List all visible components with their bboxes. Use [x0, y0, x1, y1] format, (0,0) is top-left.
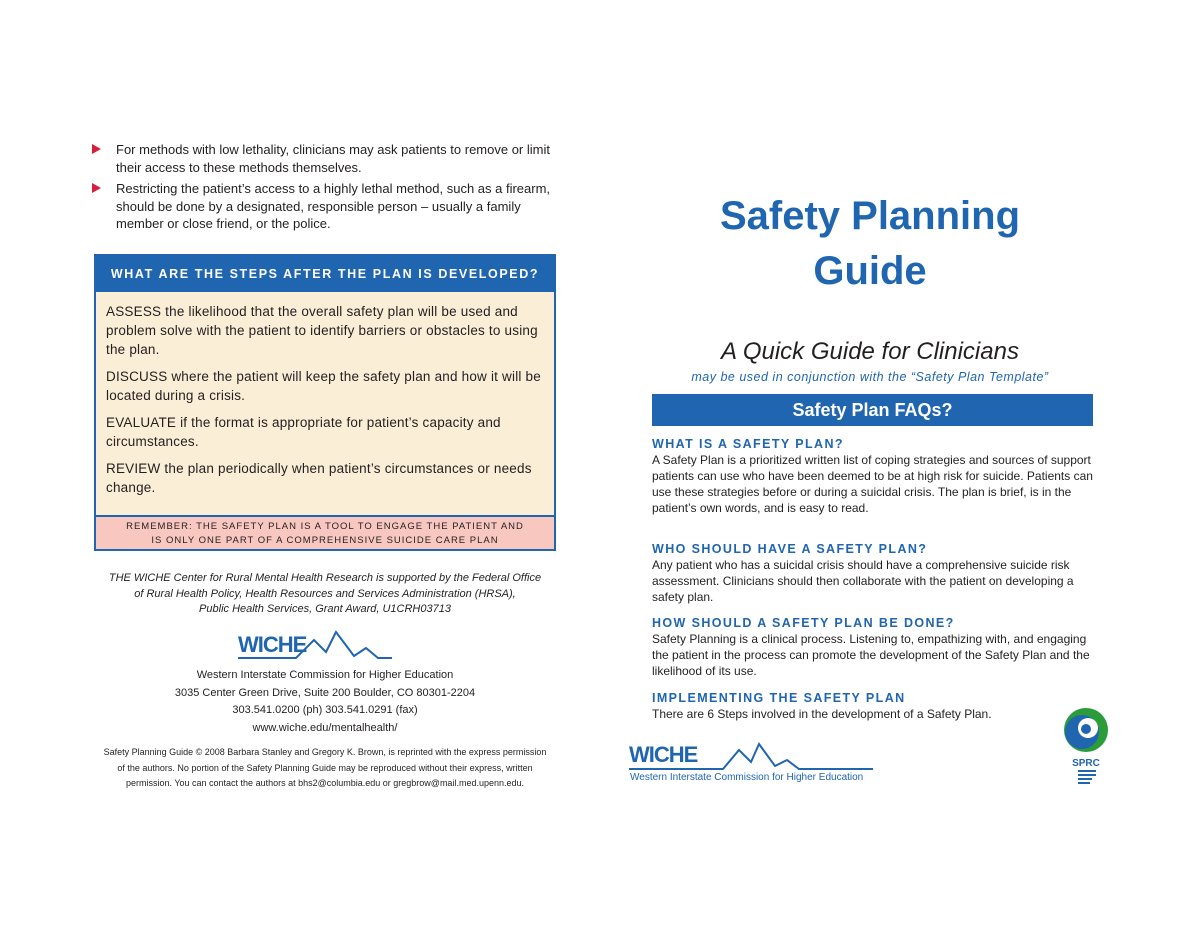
- svg-text:SPRC: SPRC: [1072, 758, 1100, 769]
- faq-section: [652, 436, 1097, 516]
- svg-text:WICHE: WICHE: [629, 742, 698, 767]
- title-line: Safety Planning: [719, 194, 1021, 238]
- bullet-text: For methods with low lethality, clinicians may ask patients to remove or limit their access to these methods themselves.: [116, 142, 550, 175]
- faq-answer: There are 6 Steps involved in the development of a Safety Plan.: [652, 707, 992, 721]
- faq-question: HOW SHOULD A SAFETY PLAN BE DONE?: [652, 616, 955, 630]
- sprc-swirl-icon: [1056, 704, 1116, 790]
- funding-statement: [70, 571, 580, 618]
- title-line: Guide: [813, 249, 927, 293]
- copyright-notice: [55, 745, 595, 792]
- wiche-logo-right: [627, 740, 877, 788]
- address-line: 303.541.0200 (ph) 303.541.0291 (fax): [232, 704, 418, 716]
- bullet-text: Restricting the patient’s access to a highly lethal method, such as a firearm, should be done by a designated, responsible person – usually a family member or close friend, or the police.: [116, 181, 551, 231]
- bullet-item: [90, 141, 560, 176]
- faq-section: [652, 541, 1097, 605]
- remember-line: REMEMBER: THE SAFETY PLAN IS A TOOL TO ENGAGE THE PATIENT AND: [126, 521, 524, 532]
- faq-answer: Safety Planning is a clinical process. Listening to, empathizing with, and engaging the patient in the process can promote the development of the Safety Plan and the likelihood of its use.: [652, 632, 1090, 678]
- steps-heading: WHAT ARE THE STEPS AFTER THE PLAN IS DEVELOPED?: [96, 256, 554, 292]
- faq-question: IMPLEMENTING THE SAFETY PLAN: [652, 691, 906, 705]
- wiche-address: [70, 667, 580, 737]
- lethal-means-bullets: [90, 141, 560, 237]
- step-review: REVIEW the plan periodically when patient’s circumstances or needs change.: [106, 461, 532, 495]
- faq-answer: Any patient who has a suicidal crisis should have a comprehensive suicide risk assessment. Clinicians should then collaborate with the patient on developing a safety plan.: [652, 558, 1074, 604]
- subtitle: A Quick Guide for Clinicians: [721, 338, 1019, 365]
- address-line: 3035 Center Green Drive, Suite 200 Boulder, CO 80301-2204: [174, 686, 476, 699]
- wiche-logo: [236, 626, 396, 668]
- copyright-line: permission. You can contact the authors at bhs2@columbia.edu or gregbrow@mail.med.upenn.edu.: [125, 778, 524, 788]
- faq-question: WHAT IS A SAFETY PLAN?: [652, 437, 844, 451]
- remember-note: [96, 515, 554, 549]
- faq-question: WHO SHOULD HAVE A SAFETY PLAN?: [652, 542, 928, 556]
- step-assess: ASSESS the likelihood that the overall safety plan will be used and problem solve with the patient to identify barriers or obstacles to using the plan.: [106, 304, 538, 357]
- step-evaluate: EVALUATE if the format is appropriate for patient’s capacity and circumstances.: [106, 415, 501, 449]
- sprc-logo: [1056, 704, 1116, 790]
- copyright-line: Safety Planning Guide © 2008 Barbara Stanley and Gregory K. Brown, is reprinted with the express permission: [103, 747, 547, 757]
- faq-section: [652, 690, 1097, 722]
- wiche-mountain-icon: [236, 626, 396, 668]
- faq-heading-bar: Safety Plan FAQs?: [652, 394, 1093, 426]
- faq-answer: A Safety Plan is a prioritized written list of coping strategies and sources of support patients can use who have been deemed to be at high risk for suicide. Patients can use these strategies before or during a suicidal crisis. The plan is brief, is in the patient’s own words, and is easy to read.: [652, 453, 1093, 515]
- website-link[interactable]: www.wiche.edu/mentalhealth/: [252, 721, 398, 734]
- subtitle-note: may be used in conjunction with the “Safety Plan Template”: [691, 370, 1049, 384]
- copyright-line: of the authors. No portion of the Safety Planning Guide may be reproduced without their express, written: [117, 762, 533, 773]
- support-line: of Rural Health Policy, Health Resources and Services Administration (HRSA),: [134, 587, 516, 600]
- faq-section: [652, 615, 1097, 679]
- page-title: [640, 189, 1100, 299]
- remember-line: IS ONLY ONE PART OF A COMPREHENSIVE SUICIDE CARE PLAN: [151, 535, 499, 546]
- steps-body: [96, 292, 554, 515]
- step-discuss: DISCUSS where the patient will keep the safety plan and how it will be located during a crisis.: [106, 369, 541, 403]
- address-line: Western Interstate Commission for Higher Education: [196, 669, 454, 681]
- support-line: Public Health Services, Grant Award, U1CRH03713: [199, 603, 451, 615]
- wiche-caption: Western Interstate Commission for Higher Education: [630, 772, 864, 783]
- bullet-item: [90, 180, 560, 233]
- triangle-bullet-icon: [92, 144, 101, 154]
- support-line: THE WICHE Center for Rural Mental Health Research is supported by the Federal Office: [108, 572, 542, 584]
- steps-after-plan-box: [94, 254, 556, 551]
- svg-text:WICHE: WICHE: [238, 632, 307, 657]
- triangle-bullet-icon: [92, 183, 101, 193]
